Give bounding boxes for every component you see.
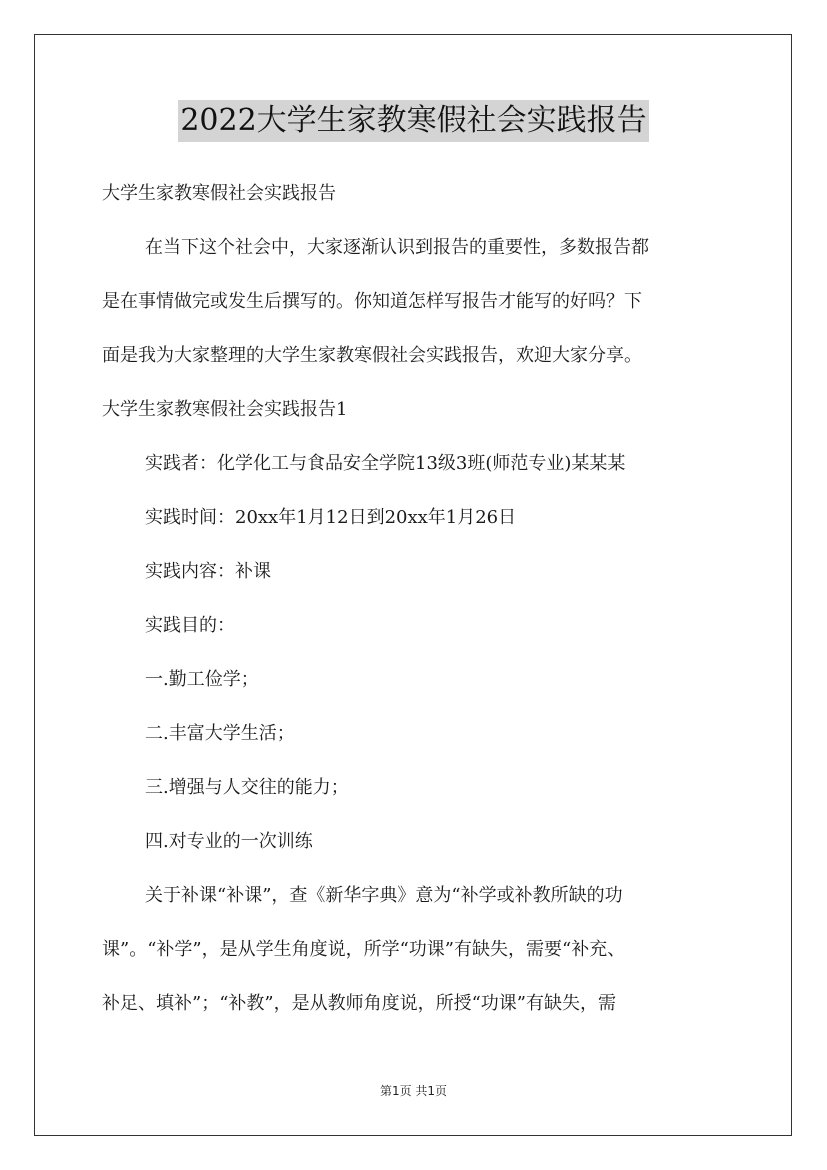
- body-line-1: 关于补课“补课”，查《新华字典》意为“补学或补教所缺的功: [145, 885, 623, 906]
- purpose-item-2: 二.丰富大学生活；: [145, 723, 295, 744]
- body-line-3: 补足、填补”；“补教”，是从教师角度说，所授“功课”有缺失，需: [102, 993, 617, 1014]
- intro-line-1: 在当下这个社会中，大家逐渐认识到报告的重要性，多数报告都: [145, 237, 649, 258]
- practitioner-line: 实践者：化学化工与食品安全学院13级3班(师范专业)某某某: [145, 453, 626, 474]
- purpose-item-1: 一.勤工俭学；: [145, 669, 259, 690]
- purpose-label: 实践目的：: [145, 615, 235, 636]
- title-wrap: [0, 100, 827, 142]
- page-footer: 第1页 共1页: [379, 1084, 448, 1098]
- time-line: 实践时间：20xx年1月12日到20xx年1月26日: [145, 507, 517, 528]
- document-title: 2022大学生家教寒假社会实践报告: [178, 100, 648, 142]
- purpose-item-3: 三.增强与人交往的能力；: [145, 777, 349, 798]
- intro-line-3: 面是我为大家整理的大学生家教寒假社会实践报告，欢迎大家分享。: [102, 345, 642, 366]
- section-heading: 大学生家教寒假社会实践报告1: [102, 399, 348, 420]
- body-line-2: 课”。“补学”，是从学生角度说，所学“功课”有缺失，需要“补充、: [102, 939, 626, 960]
- purpose-item-4: 四.对专业的一次训练: [145, 831, 313, 852]
- content-line: 实践内容：补课: [145, 561, 271, 582]
- subtitle: 大学生家教寒假社会实践报告: [102, 183, 336, 204]
- intro-line-2: 是在事情做完或发生后撰写的。你知道怎样写报告才能写的好吗？下: [102, 291, 642, 312]
